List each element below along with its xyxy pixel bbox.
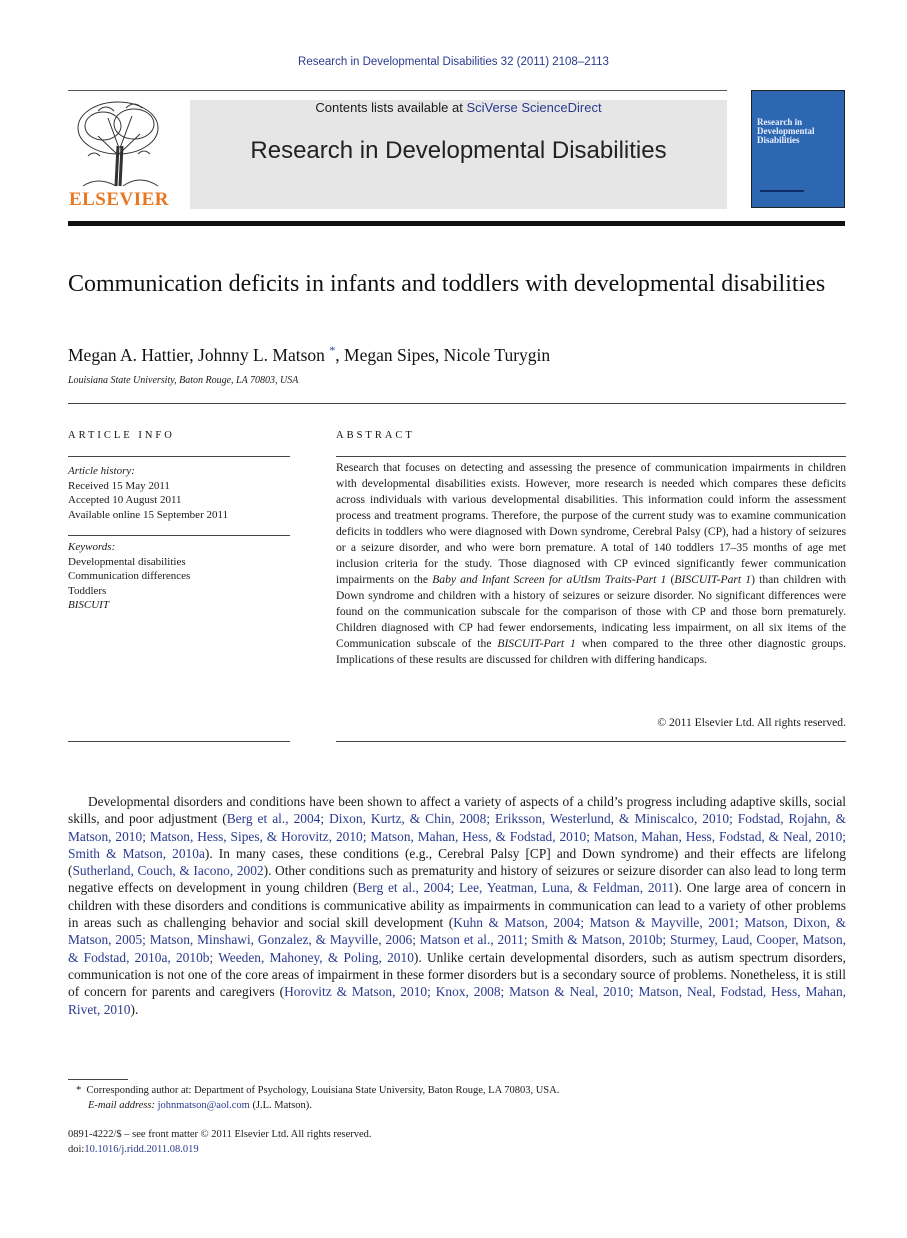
abstract-italic: Baby and Infant Screen for aUtIsm Traits-Part 1 (432, 573, 667, 586)
abstract-bottom-rule (336, 741, 846, 742)
corresponding-author-note: Corresponding author at: Department of Psychology, Louisiana State University, Baton Rouge, LA 70803, USA. (86, 1085, 560, 1096)
journal-title[interactable]: Research in Developmental Disabilities (250, 137, 667, 164)
cover-decoration (760, 190, 804, 192)
abstract-text (336, 460, 846, 668)
email-label: E-mail address: (88, 1100, 158, 1111)
online-date: Available online 15 September 2011 (68, 508, 229, 521)
elsevier-logo-text: ELSEVIER (68, 189, 170, 210)
email-suffix: (J.L. Matson). (249, 1100, 312, 1111)
abstract-part: ) than children with Down syndrome and children with a history of seizures or seizure disorder. No significant differences were found on the communication subscale for the comparison of those with CP and those born prematurely. Children diagnosed with CP had fewer endorsements, indicating less impairment, on all six items of the Communication subscale of the (336, 573, 847, 650)
doi-label: doi: (68, 1144, 85, 1155)
email-link[interactable]: johnmatson@aol.com (157, 1100, 250, 1111)
article-title: Communication deficits in infants and toddlers with developmental disabilities (68, 271, 826, 297)
abstract-italic: BISCUIT-Part 1 (674, 573, 752, 586)
body-text: ). One large area of concern in children with these disorders and conditions is communicative ability as impairments in communication can lead to a variety of other problems in areas such as challenging behavior and social skill development ( (68, 880, 846, 931)
journal-reference[interactable]: Research in Developmental Disabilities 32 (2011) 2108–2113 (298, 56, 609, 68)
corresponding-author-mark[interactable]: * (329, 343, 336, 357)
issn-line: 0891-4222/$ – see front matter © 2011 Elsevier Ltd. All rights reserved. (68, 1129, 372, 1140)
authors-first: Megan A. Hattier, Johnny L. Matson (68, 344, 330, 365)
article-info-heading: ARTICLE INFO (68, 430, 175, 441)
front-matter (68, 1127, 372, 1157)
body-text: ). In many cases, these conditions (e.g., Cerebral Palsy [CP] and Down syndrome) and their effects are lifelong ( (68, 845, 846, 879)
body-paragraph (68, 793, 846, 1018)
keyword: Toddlers (68, 584, 107, 597)
author-list (68, 343, 550, 366)
abstract-part: ( (666, 573, 675, 586)
citation-link[interactable]: Horovitz & Matson, 2010; Knox, 2008; Matson & Neal, 2010; Matson, Neal, Fodstad, Hess, Mahan, Rivet, 2010 (68, 984, 846, 1017)
sciencedirect-link[interactable]: SciVerse ScienceDirect (466, 100, 602, 115)
header-divider (68, 90, 727, 91)
abstract-copyright: © 2011 Elsevier Ltd. All rights reserved. (657, 716, 846, 729)
title-divider (68, 403, 846, 404)
accepted-date: Accepted 10 August 2011 (68, 494, 182, 506)
article-info-bottom-rule (68, 741, 290, 742)
abstract-part: Research that focuses on detecting and assessing the presence of communication impairments in children with developmental disabilities exists. However, more research is needed which compares these deficits across individuals with various developmental disabilities. This information could inform the assessment process and treatment programs. Therefore, the purpose of the current study was to examine communication deficits in toddlers who were diagnosed with Down syndrome, Cerebral Palsy (CP), had a history of seizures or a seizure disorder, and who were born premature. A total of 140 toddlers 17–35 months of age met inclusion criteria for the study. Those diagnosed with CP evinced significantly fewer communication impairments on the (336, 461, 846, 586)
abstract-divider (336, 456, 846, 457)
citation-link[interactable]: Kuhn & Matson, 2004; Matson & Mayville, 2001; Matson, Dixon, & Matson, 2005; Matson, Minshawi, Gonzalez, & Mayville, 2006; Matson et al., 2011; Smith & Matson, 2010b; Sturmey, Laud, Cooper, Matson, & Fodstad, 2010a, 2010b; Weeden, Mahoney, & Poling, 2010 (68, 915, 846, 965)
footnote-mark: * (76, 1085, 82, 1096)
affiliation: Louisiana State University, Baton Rouge, LA 70803, USA (68, 375, 299, 386)
keyword: Developmental disabilities (68, 555, 186, 568)
keywords-label: Keywords: (68, 541, 116, 553)
contents-prefix: Contents lists available at (315, 100, 467, 115)
doi-link[interactable]: 10.1016/j.ridd.2011.08.019 (84, 1144, 199, 1155)
citation-link[interactable]: Sutherland, Couch, & Iacono, 2002 (72, 863, 264, 879)
abstract-heading: ABSTRACT (336, 430, 415, 441)
keyword: BISCUIT (68, 599, 109, 611)
article-history (68, 464, 290, 522)
body-text: ). (130, 1001, 139, 1017)
body-text: ). Other conditions such as prematurity and history of seizures or seizure disorder can also lead to long term negative effects on development in young children ( (68, 863, 846, 896)
citation-link[interactable]: Berg et al., 2004; Lee, Yeatman, Luna, & Feldman, 2011 (357, 880, 675, 896)
keywords-block (68, 540, 290, 613)
abstract-italic: BISCUIT-Part 1 (497, 637, 576, 650)
contents-line (190, 100, 727, 115)
abstract-part: when compared to the three other diagnostic groups. Implications of these results are discussed for children with differing handicaps. (336, 637, 847, 666)
authors-rest: , Megan Sipes, Nicole Turygin (335, 344, 551, 365)
citation-link[interactable]: Berg et al., 2004; Dixon, Kurtz, & Chin, 2008; Eriksson, Westerlund, & Miniscalco, 2010; Fodstad, Rojahn, & Matson, 2010; Matson, Hess, Sipes, & Horovitz, 2010; Matson, Mahan, Hess, & Fodstad, 2010; Matson, Mahan, Hess, Fodstad, & Neal, 2010; Smith & Matson, 2010a (68, 811, 847, 861)
keywords-divider (68, 535, 290, 536)
footnote-divider (68, 1079, 128, 1080)
history-label: Article history: (68, 465, 135, 477)
footnote (68, 1083, 846, 1113)
body-text: ). Unlike certain developmental disorders, such as autism spectrum disorders, communication is not one of the core areas of impairment in these former disorders but is a secondary source of problems. Nonetheless, it is still of concern for parents and caregivers ( (68, 949, 846, 1000)
received-date: Received 15 May 2011 (68, 479, 170, 492)
body-text: Developmental disorders and conditions have been shown to affect a variety of aspects of a child’s progress including adaptive skills, social skills, and poor adjustment ( (68, 794, 846, 827)
header-thick-rule (68, 221, 845, 226)
article-info-divider (68, 456, 290, 457)
keyword: Communication differences (68, 570, 191, 582)
journal-cover-title: Research in Developmental Disabilities (757, 117, 815, 145)
